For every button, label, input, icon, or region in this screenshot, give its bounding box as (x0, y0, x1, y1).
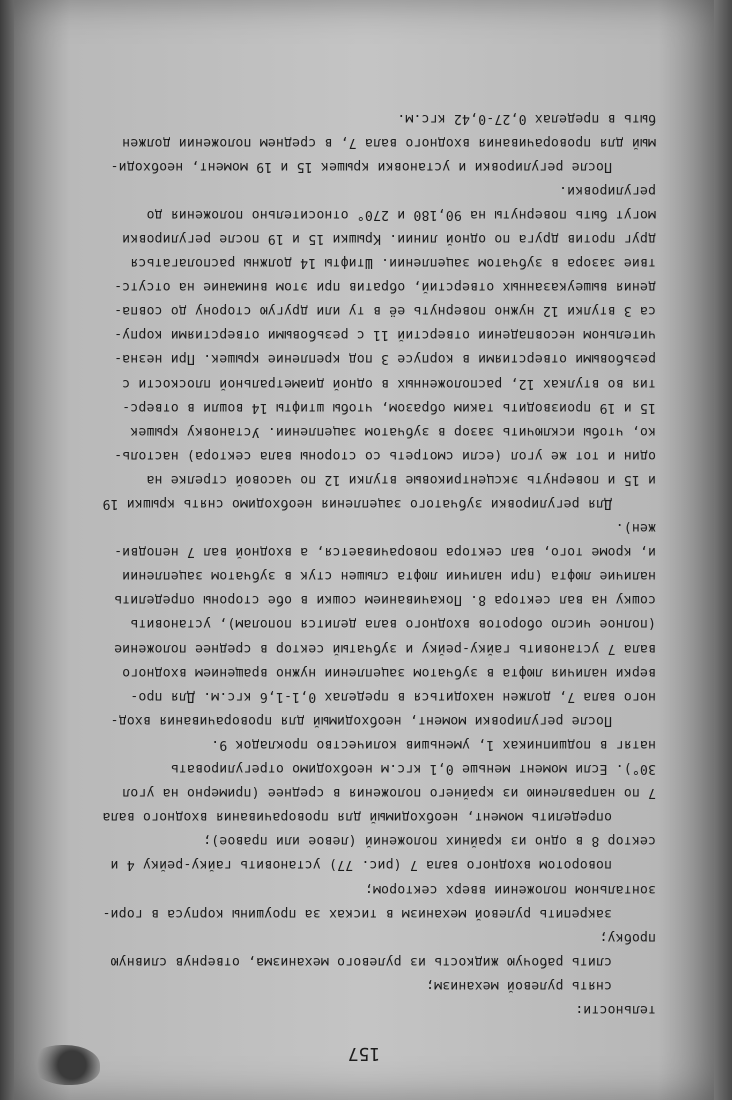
text-line: поворотом входного вала 7 (рис. 77) установить гайку-рейку 4 и (110, 857, 612, 873)
text-line: вала 7 установить гайку-рейку и зубчатый сектор в среднее положение (114, 640, 656, 656)
document-page (14, 0, 714, 1100)
right-page-edge (714, 0, 732, 1100)
text-line: наличие люфта (при наличии люфта слышен стук в зубчатом зацеплении (122, 568, 656, 584)
text-line: один и тот же угол (если смотреть со стороны вала сектора) настоль- (114, 447, 656, 463)
upside-down-content (14, 0, 714, 1100)
text-line: быть в пределах 0,27-0,42 кгс.м. (397, 110, 656, 126)
text-line: 30°). Если момент меньше 0,1 кгс.м необходимо отрегулировать (170, 761, 656, 777)
text-line: После регулировки и установки крышек 15 и 19 момент, необходи- (110, 158, 612, 174)
text-line: резьбовыми отверстиями в корпусе 3 под крепление крышек. При незна- (114, 351, 656, 367)
text-line: (полное число оборотов входного вала делится пополам), установить (130, 616, 656, 632)
text-line: снять рулевой механизм; (425, 977, 612, 993)
body-text (46, 105, 656, 1021)
text-line: определить момент, необходимый для проворачивания входного вала (102, 809, 612, 825)
text-line: чительном несовпадении отверстий 11 с резьбовыми отверстиями корпу- (114, 327, 656, 343)
text-line: и 15 и повернуть эксцентриковые втулки 12 по часовой стрелке на (146, 471, 656, 487)
left-binding-edge (0, 0, 14, 1100)
text-line: и, кроме того, вал сектора поворачивается, а входной вал 7 неподви- (114, 544, 656, 560)
text-line: зонтальном положении вверх сектором; (364, 881, 656, 897)
text-line: жен). (615, 520, 656, 536)
text-line: ного вала 7, должен находиться в пределах 0,1-1,6 кгс.м. Для про- (130, 688, 656, 704)
text-line: тия во втулках 12, расположенных в одной диаметральной плоскости с (122, 375, 656, 391)
text-line: сектор 8 в одно из крайних положений (левое или правое); (202, 833, 656, 849)
text-line: пробку; (599, 929, 656, 945)
page-number: 157 (347, 1043, 381, 1064)
text-line: верки наличия люфта в зубчатом зацеплении нужно вращением входного (122, 664, 656, 680)
text-line: друг против друга по одной линии. Крышки 15 и 19 после регулировки (122, 231, 656, 246)
text-line: дения вышеуказанных отверстий, обратив при этом внимание на отсутс- (114, 279, 656, 295)
text-line: сошку на вал сектора 8. Покачиванием сошки в обе стороны определить (114, 592, 656, 608)
text-line: могут быть повернуты на 90,180 и 270° относительно положения до (146, 206, 656, 222)
text-line: регулировки. (558, 182, 656, 198)
text-line: Для регулировки зубчатого зацепления необходимо снять крышки 19 (102, 496, 612, 512)
text-line: ко, чтобы исключить зазор в зубчатом зацеплении. Установку крышек (130, 423, 656, 439)
text-line: 7 по направлению из крайнего положения в среднее (примерно на угол (122, 785, 656, 801)
text-line: мый для проворачивания входного вала 7, в среднем положении должен (122, 134, 656, 150)
text-line: 15 и 19 производить таким образом, чтобы штифты 14 вошли в отверс- (122, 399, 656, 415)
text-line: са 3 втулки 12 нужно повернуть её в ту или другую сторону до совпа- (114, 303, 656, 319)
text-line: После регулировки момент, необходимый для проворачивания вход- (110, 712, 612, 728)
text-line: натяг в подшипниках 1, уменьшив количество прокладок 9. (211, 736, 656, 752)
text-line: тельности: (575, 1002, 656, 1017)
text-line: слить рабочую жидкость из рулевого механизма, отвернув сливную (110, 953, 612, 969)
text-line: твие зазора в зубчатом зацеплении. Штифты 14 должны располагаться (130, 255, 656, 271)
text-line: закрепить рулевой механизм в тисках за проушины корпуса в гори- (102, 905, 612, 921)
